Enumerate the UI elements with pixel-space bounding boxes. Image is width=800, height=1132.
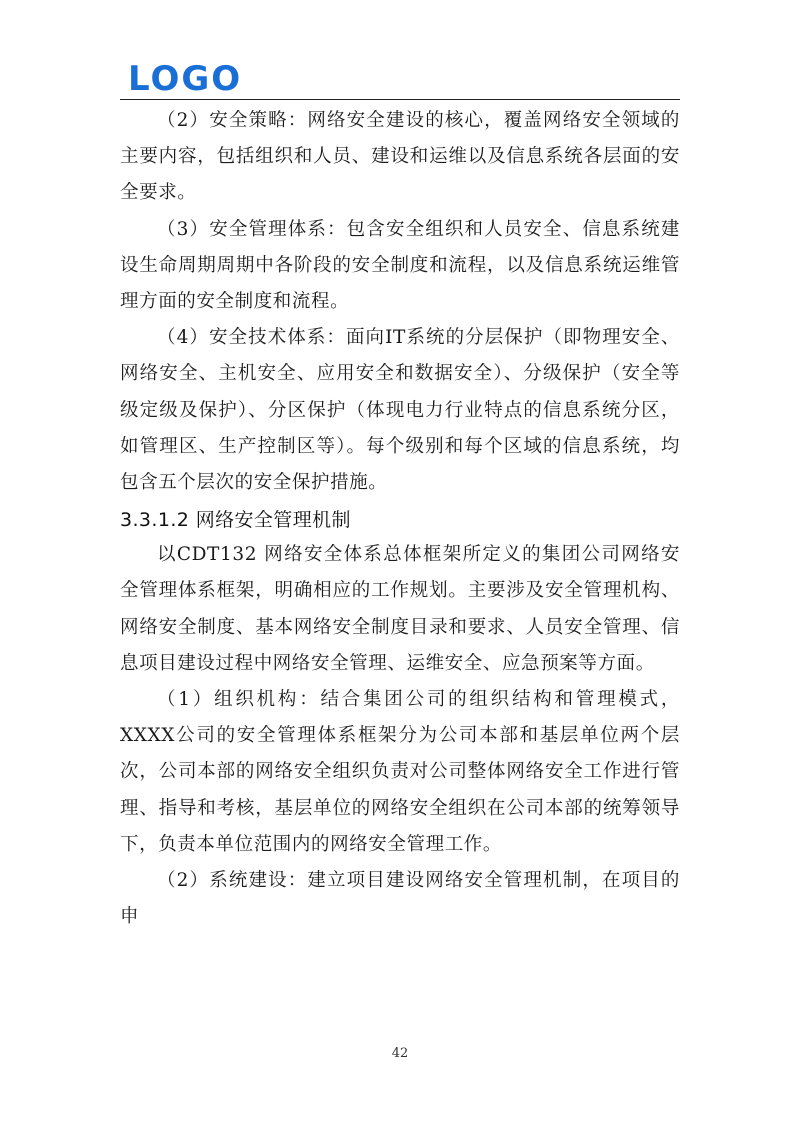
logo: LOGO	[128, 59, 243, 99]
paragraph-management-framework: 以CDT132 网络安全体系总体框架所定义的集团公司网络安全管理体系框架，明确相应的工作规划。主要涉及安全管理机构、网络安全制度、基本网络安全制度目录和要求、人员安全管理、信息项目建设过程中网络安全管理、运维安全、应急预案等方面。	[120, 544, 680, 674]
header-divider	[120, 99, 680, 100]
paragraph-organization: （1）组织机构：结合集团公司的组织结构和管理模式，XXXX公司的安全管理体系框架分为公司本部和基层单位两个层次，公司本部的网络安全组织负责对公司整体网络安全工作进行管理、指导和考核，基层单位的网络安全组织在公司本部的统筹领导下，负责本单位范围内的网络安全管理工作。	[120, 689, 680, 855]
page-header	[120, 58, 680, 102]
paragraph-security-management-system: （3）安全管理体系：包含安全组织和人员安全、信息系统建设生命周期周期中各阶段的安全制度和流程，以及信息系统运维管理方面的安全制度和流程。	[120, 218, 680, 313]
document-body	[120, 103, 680, 935]
page-number: 42	[391, 1046, 409, 1061]
section-heading: 3.3.1.2 网络安全管理机制	[120, 509, 351, 532]
paragraph-security-strategy: （2）安全策略：网络安全建设的核心，覆盖网络安全领域的主要内容，包括组织和人员、建设和运维以及信息系统各层面的安全要求。	[120, 110, 680, 204]
paragraph-security-technical-system: （4）安全技术体系：面向IT系统的分层保护（即物理安全、网络安全、主机安全、应用安全和数据安全）、分级保护（安全等级定级及保护）、分区保护（体现电力行业特点的信息系统分区，如管理区、生产控制区等）。每个级别和每个区域的信息系统，均包含五个层次的安全保护措施。	[120, 327, 680, 494]
paragraph-system-construction: （2）系统建设：建立项目建设网络安全管理机制，在项目的申	[120, 870, 680, 928]
